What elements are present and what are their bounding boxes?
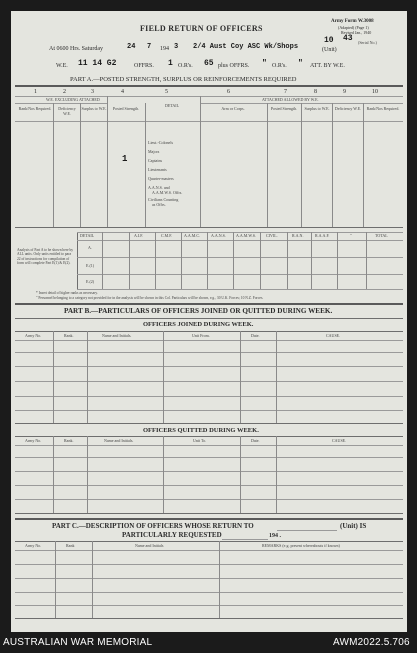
quitted-head: Unit To.	[193, 438, 207, 443]
divider	[15, 485, 403, 486]
col-line	[207, 232, 208, 289]
col-head-detail: DETAIL	[164, 103, 180, 108]
col-line	[155, 232, 156, 289]
col-line	[107, 96, 108, 227]
rank-label: A.A.M.W.S. Offrs.	[152, 190, 183, 195]
col-head-arm: Arm or Corps.	[221, 106, 245, 111]
year-suffix: 3	[174, 43, 179, 51]
date-month: 7	[147, 43, 152, 51]
col-line	[233, 232, 234, 289]
part-c-title-line2: PARTICULARLY REQUESTED	[122, 531, 222, 539]
footer-accession: AWM2022.5.706	[333, 637, 410, 648]
serial-number-bottom: 43	[343, 34, 353, 43]
col-line	[276, 331, 277, 423]
divider	[15, 564, 403, 565]
analysis-row-label: E.(2)	[86, 279, 95, 284]
unit-label: (Unit)	[322, 47, 337, 53]
col-head-deficiency: Deficiency W.E.	[58, 106, 76, 116]
col-head-rank-required: Rank/Nos Required.	[18, 106, 52, 111]
analysis-note: Analysis of Part A to be shown here by ALL units. Only units entitled to para 22 of instructions for compilation of form will complete Part E(1) & E(2).	[17, 248, 74, 265]
rank-label: Lieutenants	[148, 167, 167, 172]
col-line	[129, 232, 130, 289]
col-number: 2	[63, 89, 66, 95]
year-prefix: 194	[160, 46, 169, 52]
divider	[15, 227, 403, 228]
divider	[15, 541, 403, 542]
we-ors-value: 1	[168, 59, 173, 68]
footer-source: AUSTRALIAN WAR MEMORIAL	[3, 637, 153, 648]
col-line	[366, 232, 367, 289]
unit-name: 2/4 Aust Coy ASC Wk/Shops	[193, 43, 299, 51]
quitted-title: OFFICERS QUITTED DURING WEEK.	[143, 427, 259, 434]
divider	[15, 423, 403, 424]
analysis-row-label: E.(1)	[86, 263, 95, 268]
part-c-head: Rank	[66, 543, 75, 548]
col-number: 3	[91, 89, 94, 95]
divider	[15, 303, 403, 305]
divider	[77, 274, 403, 275]
divider	[15, 518, 403, 520]
plus-officers-value: 65	[204, 59, 214, 68]
analysis-head: C.M.F.	[161, 233, 173, 238]
analysis-head: A.A.M.C.	[184, 233, 201, 238]
joined-title: OFFICERS JOINED DURING WEEK.	[143, 321, 254, 328]
analysis-head: TOTAL	[375, 233, 388, 238]
col-line	[219, 541, 220, 618]
att-label: ATT. BY W.E.	[310, 63, 345, 69]
col-line	[53, 436, 54, 513]
divider	[15, 352, 403, 353]
col-line	[276, 436, 277, 513]
divider	[77, 289, 403, 290]
footnote: * Insert detail of higher ranks as necessary.	[36, 291, 98, 295]
col-number: 10	[372, 89, 378, 95]
col-line	[287, 232, 288, 289]
col-line	[102, 232, 103, 289]
analysis-row-label: A.	[88, 245, 92, 250]
quitted-head: Rank.	[64, 438, 74, 443]
col-number: 1	[34, 89, 37, 95]
col-line	[200, 96, 201, 227]
we-officers-value: 11 14 G2	[78, 59, 117, 68]
att-value: "	[298, 59, 303, 68]
col-line	[87, 436, 88, 513]
form-revised: Revised Jan., 1940	[341, 30, 372, 35]
we-label: W.E.	[56, 63, 68, 69]
ors-label: O.R's.	[178, 63, 193, 69]
analysis-head: R.A.A.F.	[315, 233, 330, 238]
form-title: FIELD RETURN OF OFFICERS	[140, 24, 263, 33]
divider	[15, 340, 403, 341]
offrs-label: OFFRS.	[134, 63, 154, 69]
col-line	[301, 103, 302, 227]
serial-number-top: 10	[324, 36, 334, 45]
footnote: " Personnel belonging to a category not provided for in the analysis will be shown in this Col. Particulars will be shown, e.g., 30 U.K. Forces; 10 N.Z. Forces.	[36, 296, 264, 300]
att-group-label: ATTACHED ALLOWED BY W.E.	[262, 97, 319, 102]
rank-label: as Offrs.	[152, 202, 166, 207]
unit-blank-line	[277, 530, 337, 531]
quitted-head: Name and Initials.	[104, 438, 134, 443]
rank-label: Lieut.-Colonels	[148, 140, 173, 145]
quitted-head: Date.	[251, 438, 260, 443]
divider	[15, 331, 403, 332]
joined-head: Unit From.	[192, 333, 210, 338]
part-c-title: PART C.—DESCRIPTION OF OFFICERS WHOSE RETURN TO	[52, 522, 254, 530]
divider	[15, 471, 403, 472]
joined-head: Army No.	[25, 333, 42, 338]
rank-label: Civilians Counting	[148, 197, 179, 202]
divider	[15, 410, 403, 411]
rank-label: A.A.N.S. and	[148, 185, 170, 190]
analysis-head: "	[350, 233, 352, 238]
part-b-title: PART B.—PARTICULARS OF OFFICERS JOINED OR QUITTED DURING WEEK.	[64, 307, 333, 315]
serial-label: (Serial No.)	[358, 40, 377, 45]
we-group-label: W.E. EXCLUDING ATTACHED	[46, 97, 100, 102]
divider	[15, 445, 403, 446]
analysis-head: A.A.M.W.S.	[236, 233, 256, 238]
form-number: Army Form W.3008	[331, 19, 374, 24]
divider	[15, 366, 403, 367]
part-a-title: PART A.—POSTED STRENGTH, SURPLUS OR REINFORCEMENTS REQUIRED	[70, 76, 297, 83]
divider	[15, 457, 403, 458]
quitted-head: Army No.	[25, 438, 42, 443]
rank-label: Majors	[148, 149, 160, 154]
posted-strength-value: 1	[122, 154, 128, 164]
col-line	[163, 331, 164, 423]
date-day: 24	[127, 43, 136, 51]
col-number: 6	[227, 89, 230, 95]
col-line	[80, 103, 81, 227]
col-head-att-surplus: Surplus to W.E.	[304, 106, 330, 111]
rank-label: Quarter-masters	[148, 176, 174, 181]
col-head-posted: Posted Strength.	[112, 106, 140, 111]
plus-ors-value: "	[262, 59, 267, 68]
col-number: 9	[343, 89, 346, 95]
col-line	[260, 232, 261, 289]
divider	[77, 257, 403, 258]
joined-head: Name and Initials.	[102, 333, 132, 338]
date-blank-line	[222, 539, 268, 540]
col-head-att-rank-required: Rank/Nos Required.	[366, 106, 400, 111]
divider	[15, 436, 403, 437]
col-number: 7	[284, 89, 287, 95]
col-line	[267, 103, 268, 227]
col-line	[163, 436, 164, 513]
part-c-year: 194 .	[269, 533, 281, 539]
part-c-unit-label: (Unit) IS	[340, 522, 367, 530]
col-line	[332, 103, 333, 227]
quitted-head: CAUSE.	[332, 438, 347, 443]
col-head-att-deficiency: Deficiency W.E.	[334, 106, 362, 111]
divider	[15, 103, 107, 104]
divider	[15, 592, 403, 593]
col-line	[337, 232, 338, 289]
part-c-head: Name and Initials	[135, 543, 164, 548]
divider	[15, 605, 403, 606]
col-line	[53, 331, 54, 423]
joined-head: Rank.	[64, 333, 74, 338]
form-adapted: (Adapted) (Page 1)	[338, 25, 369, 30]
analysis-head: DETAIL	[80, 233, 95, 238]
analysis-head: CIVIL.	[266, 233, 278, 238]
col-line	[181, 232, 182, 289]
joined-head: CAUSE.	[326, 333, 341, 338]
col-number: 5	[165, 89, 168, 95]
at-hours-label: At 0600 Hrs. Saturday	[49, 46, 103, 52]
part-c-head: Army No.	[25, 543, 42, 548]
analysis-head: A.A.N.S.	[211, 233, 226, 238]
col-line	[145, 103, 146, 227]
divider	[15, 578, 403, 579]
divider	[15, 381, 403, 382]
col-line	[92, 541, 93, 618]
col-line	[363, 103, 364, 227]
divider	[15, 318, 403, 319]
col-line	[240, 331, 241, 423]
joined-head: Date.	[251, 333, 260, 338]
col-line	[53, 103, 54, 227]
col-number: 4	[121, 89, 124, 95]
divider	[15, 396, 403, 397]
divider	[77, 240, 403, 241]
col-head-surplus: Surplus to W.E.	[81, 106, 107, 111]
divider	[15, 618, 403, 619]
plus-ors-label: O.R's.	[272, 63, 287, 69]
analysis-head: R.A.N.	[292, 233, 304, 238]
part-c-head: REMARKS (e.g. present whereabouts if known)	[262, 543, 340, 548]
col-line	[87, 331, 88, 423]
divider	[15, 513, 403, 514]
col-line	[240, 436, 241, 513]
col-head-att-posted: Posted Strength.	[270, 106, 298, 111]
plus-offrs-label: plus OFFRS.	[218, 63, 250, 69]
divider	[15, 550, 403, 551]
divider	[15, 121, 403, 122]
col-line	[55, 541, 56, 618]
col-line	[311, 232, 312, 289]
rank-label: Captains	[148, 158, 162, 163]
analysis-head: A.I.F.	[134, 233, 144, 238]
divider	[15, 85, 403, 87]
col-number: 8	[314, 89, 317, 95]
divider	[15, 499, 403, 500]
